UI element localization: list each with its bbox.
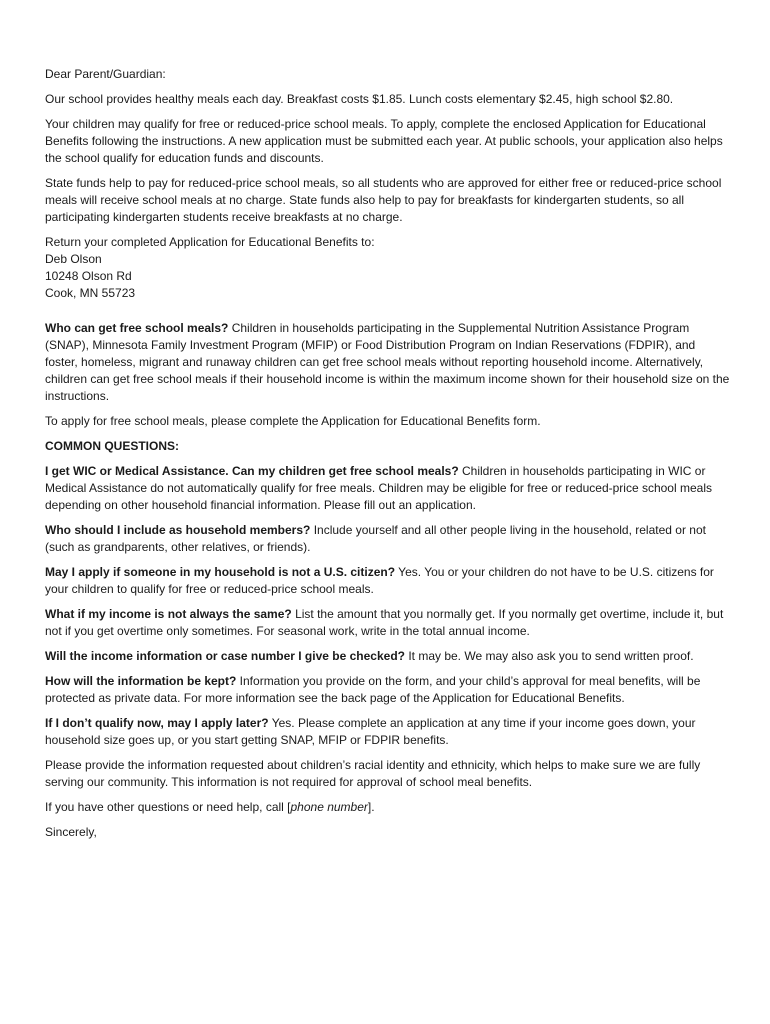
- address-street: 10248 Olson Rd: [45, 269, 132, 283]
- apply-free-paragraph: To apply for free school meals, please complete the Application for Educational Benefits form.: [45, 414, 541, 428]
- who-answer: Children in households participating in the Supplemental Nutrition Assistance Program (SNAP), Minnesota Family Investment Program (MFIP) or Food Distribution Program on Indian Reservations (FDPIR), and foster, homeless, migrant and runaway children can get free school meals without reporting household income. Alternatively, children can get free school meals if their household income is within the maximum income shown for their household size on the instructions.: [45, 321, 730, 403]
- faq-item: [45, 606, 730, 640]
- faq-question: Who should I include as household members?: [45, 523, 311, 537]
- faq-question: How will the information be kept?: [45, 674, 237, 688]
- racial-identity-paragraph: Please provide the information requested about children’s racial identity and ethnicity, which helps to make sure we are fully serving our community. This information is not required for approval of school meal benefits.: [45, 758, 701, 789]
- address-name: Deb Olson: [45, 252, 102, 266]
- faq-answer: Children in households participating in WIC or Medical Assistance do not automatically qualify for free meals. Children may be eligible for free or reduced-price school meals depending on other household financial information. Please fill out an application.: [45, 464, 712, 512]
- faq-answer: Yes. You or your children do not have to be U.S. citizens for your children to qualify for free or reduced-price school meals.: [45, 565, 714, 596]
- faq-question: Will the income information or case number I give be checked?: [45, 649, 405, 663]
- meal-costs-paragraph: Our school provides healthy meals each day. Breakfast costs $1.85. Lunch costs elementary $2.45, high school $2.80.: [45, 92, 674, 106]
- faq-answer: List the amount that you normally get. If you normally get overtime, include it, but not if you get overtime only sometimes. For seasonal work, write in the total annual income.: [45, 607, 724, 638]
- address-city: Cook, MN 55723: [45, 286, 136, 300]
- faq-item: [45, 715, 730, 749]
- state-funds-paragraph: State funds help to pay for reduced-price school meals, so all students who are approved for either free or reduced-price school meals will receive school meals at no charge. State funds also help to pay for breakfasts for kindergarten students, so all participating kindergarten students receive breakfasts at no charge.: [45, 176, 722, 224]
- greeting: Dear Parent/Guardian:: [45, 67, 166, 81]
- return-instructions: Return your completed Application for Educational Benefits to:: [45, 235, 375, 249]
- faq-question: May I apply if someone in my household is not a U.S. citizen?: [45, 565, 396, 579]
- faq-item: [45, 673, 730, 707]
- faq-item: [45, 463, 730, 514]
- faq-question: I get WIC or Medical Assistance. Can my children get free school meals?: [45, 464, 459, 478]
- faq-answer: It may be. We may also ask you to send written proof.: [404, 649, 694, 663]
- common-questions-heading: COMMON QUESTIONS:: [45, 439, 179, 453]
- faq-answer: Information you provide on the form, and your child’s approval for meal benefits, will be protected as private data. For more information see the back page of the Application for Educational Benefits.: [45, 674, 701, 705]
- faq-item: [45, 564, 730, 598]
- return-address: [45, 251, 730, 302]
- who-question: Who can get free school meals?: [45, 321, 229, 335]
- faq-answer: Include yourself and all other people living in the household, related or not (such as grandparents, other relatives, or friends).: [45, 523, 706, 554]
- faq-item: [45, 522, 730, 556]
- who-can-get-paragraph: [45, 320, 730, 405]
- help-paragraph: If you have other questions or need help, call [phone number].: [45, 800, 375, 814]
- faq-question: If I don’t qualify now, may I apply later?: [45, 716, 269, 730]
- faq-item: [45, 648, 730, 665]
- closing: Sincerely,: [45, 825, 97, 839]
- faq-question: What if my income is not always the same?: [45, 607, 292, 621]
- phone-number-placeholder: phone number: [290, 800, 368, 814]
- faq-answer: Yes. Please complete an application at any time if your income goes down, your household size goes up, or you start getting SNAP, MFIP or FDPIR benefits.: [45, 716, 696, 747]
- qualify-paragraph: Your children may qualify for free or reduced-price school meals. To apply, complete the enclosed Application for Educational Benefits following the instructions. A new application must be submitted each year. At public schools, your application also helps the school qualify for education funds and discounts.: [45, 117, 723, 165]
